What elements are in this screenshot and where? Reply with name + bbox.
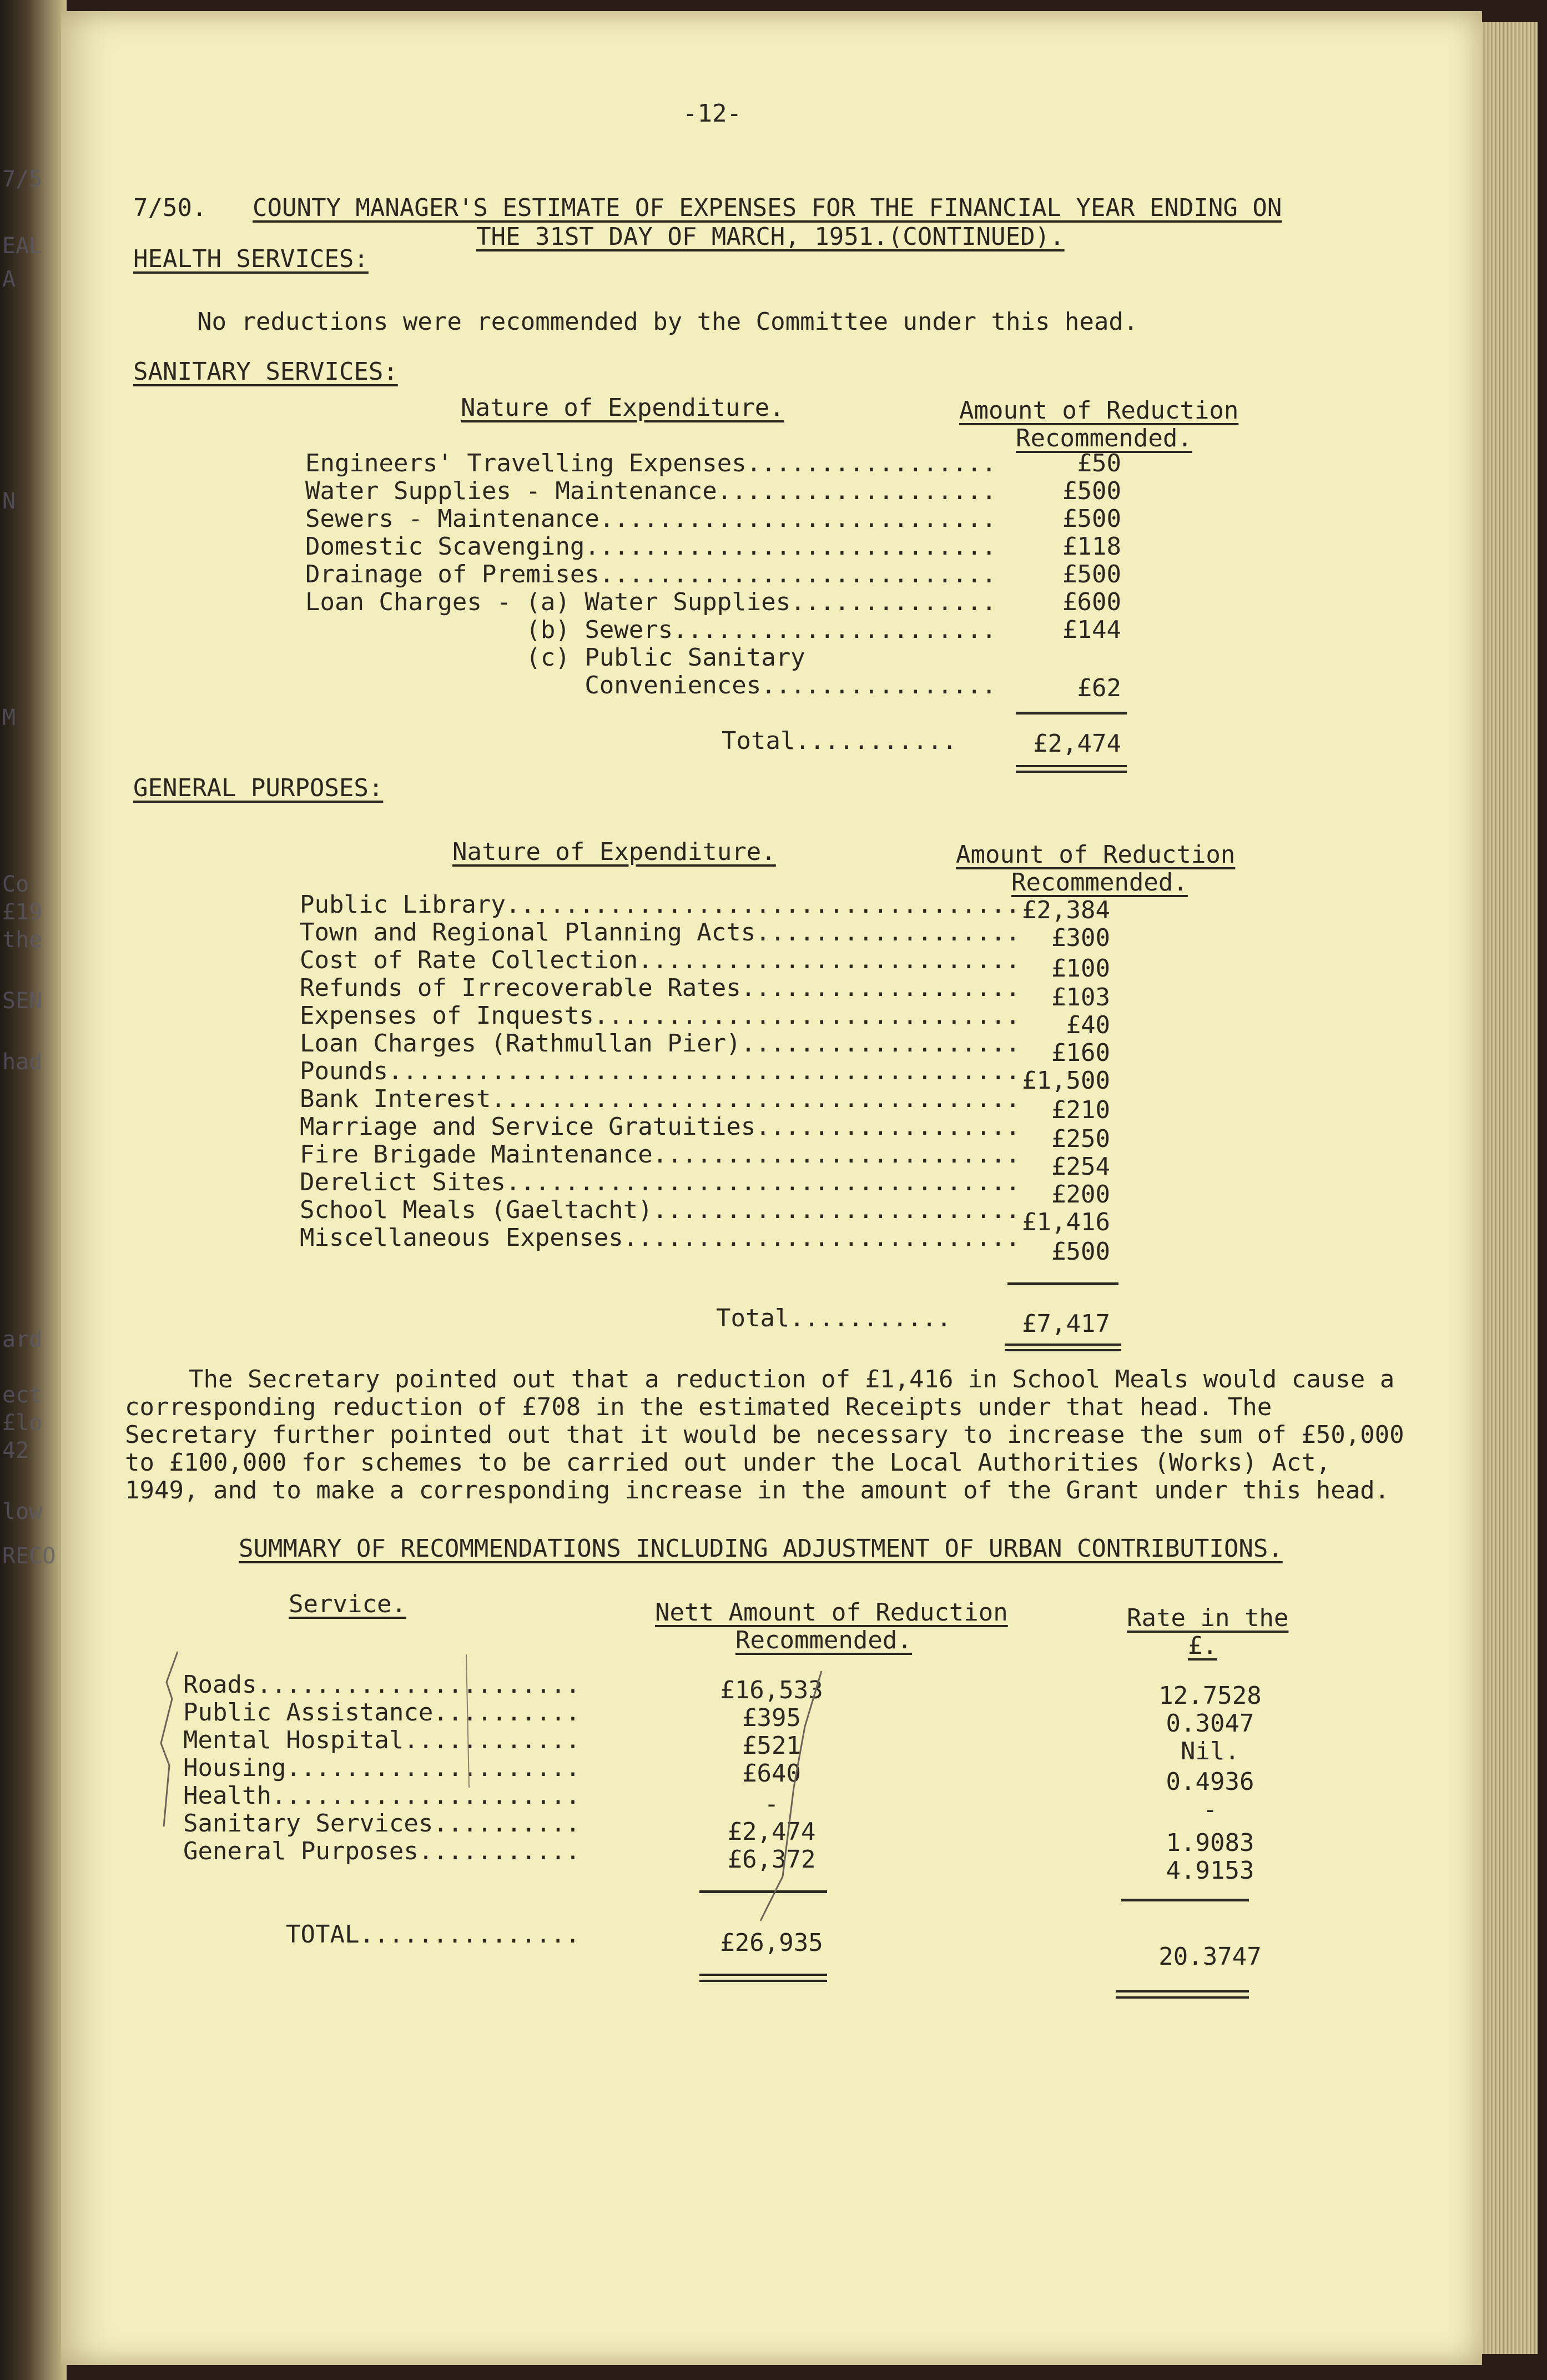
summary-nett-header: Nett Amount of Reduction [655,1598,1008,1627]
sanitary-total-label: Total........... [722,727,957,755]
general-row-label: Bank Interest.................................... [300,1085,1021,1113]
pencil-vertical-mark [466,1654,469,1788]
heading-title-line1: COUNTY MANAGER'S ESTIMATE OF EXPENSES FOR THE FINANCIAL YEAR ENDING ON [253,194,1282,222]
general-total-amount: £7,417 [1022,1310,1110,1338]
general-row-amount: £200 [1051,1180,1110,1209]
general-row-amount: £103 [1051,983,1110,1012]
general-row-amount: £2,384 [1022,896,1110,924]
summary-row-label: Roads...................... [183,1670,581,1699]
document-page [61,11,1482,2365]
margin-fragment: M [2,705,16,731]
summary-row-label: Mental Hospital............ [183,1726,581,1754]
margin-fragment: £lo [2,1410,43,1436]
sanitary-row-label: Domestic Scavenging............................ [305,532,997,561]
general-row-label: School Meals (Gaeltacht)......................... [300,1196,1021,1224]
pencil-bracket-mark [161,1652,178,1826]
general-row-label: Loan Charges (Rathmullan Pier)................... [300,1029,1021,1058]
general-row-amount: £1,500 [1022,1066,1110,1095]
general-row-label: Refunds of Irrecoverable Rates................... [300,974,1021,1002]
margin-fragment: the [2,927,43,953]
general-row-label: Expenses of Inquests............................. [300,1002,1021,1030]
summary-row-amount: £16,533 [720,1676,823,1704]
sanitary-row-label: Conveniences................ [305,671,997,700]
sanitary-row-amount: £118 [1062,532,1121,561]
margin-fragment: £19 [2,899,43,925]
general-total-label: Total........... [716,1304,951,1332]
sanitary-row-label: (b) Sewers...................... [305,616,997,644]
sanitary-row-label: Sewers - Maintenance........................... [305,505,997,533]
health-services-text: No reductions were recommended by the Committee under this head. [197,308,1138,336]
general-amount-header: Amount of Reduction [956,841,1236,869]
margin-fragment: had [2,1049,43,1075]
sanitary-row-amount: £500 [1062,477,1121,505]
general-row-label: Marriage and Service Gratuities.................. [300,1113,1021,1141]
general-row-amount: £160 [1051,1039,1110,1067]
summary-row-amount: £6,372 [727,1845,816,1874]
general-amount-header-2: Recommended. [1011,868,1188,897]
sanitary-total-amount: £2,474 [1033,729,1121,758]
general-row-amount: £1,416 [1022,1208,1110,1236]
margin-fragment: SEN [2,988,43,1014]
summary-row-label: General Purposes........... [183,1837,581,1865]
general-row-label: Town and Regional Planning Acts.................. [300,918,1021,947]
summary-row-amount: £2,474 [727,1818,816,1846]
general-row-amount: £100 [1051,954,1110,983]
margin-fragment: ect [2,1382,43,1408]
page-number: -12- [683,99,742,128]
margin-fragment: 7/5 [2,167,43,192]
margin-fragment: 42 [2,1438,29,1463]
sanitary-row-label: Drainage of Premises........................... [305,560,997,588]
summary-row-rate: 0.3047 [1166,1709,1254,1738]
summary-row-label: Health..................... [183,1782,581,1810]
pencil-marks [61,11,1482,2365]
summary-service-header: Service. [289,1590,406,1618]
general-row-amount: £40 [1066,1011,1110,1039]
summary-row-rate: 1.9083 [1166,1829,1254,1857]
sanitary-row-label: (c) Public Sanitary [305,643,805,672]
margin-fragment: low [2,1499,43,1524]
general-row-label: Public Library................................... [300,890,1021,919]
sanitary-row-amount: £600 [1062,588,1121,616]
summary-row-amount: £521 [742,1732,801,1760]
margin-fragment: EAL [2,233,43,259]
general-row-amount: £254 [1051,1153,1110,1181]
margin-fragment: ard [2,1327,43,1352]
general-row-amount: £250 [1051,1125,1110,1153]
sanitary-amount-header: Amount of Reduction [959,396,1239,425]
sanitary-row-amount: £62 [1077,674,1121,702]
sanitary-nature-header: Nature of Expenditure. [461,394,784,422]
summary-row-label: Sanitary Services.......... [183,1809,581,1838]
general-row-amount: £500 [1051,1237,1110,1266]
heading-title-line2: THE 31ST DAY OF MARCH, 1951.(CONTINUED). [476,223,1065,251]
summary-rate-header-2: £. [1188,1632,1217,1660]
sanitary-row-amount: £144 [1062,616,1121,644]
sanitary-row-label: Engineers' Travelling Expenses................. [305,449,997,477]
health-services-heading: HEALTH SERVICES: [133,245,369,273]
general-row-amount: £210 [1051,1096,1110,1124]
secretary-note: The Secretary pointed out that a reduction of £1,416 in School Meals would cause a corresponding reduction of £708 in the estimated Receipts under that head. The Secretary further pointed out that it would be necessary to increase the sum of £50,000 to £100,000 for schemes to be carried out under the Local Authorities (Works) Act, 1949, and to make a corresponding increase in the amount of the Grant under this head. [125,1365,1404,1505]
summary-total-amount: £26,935 [720,1929,823,1957]
summary-rate-header: Rate in the [1127,1604,1289,1632]
general-purposes-heading: GENERAL PURPOSES: [133,774,384,802]
summary-row-amount: £640 [742,1759,801,1788]
summary-row-rate: - [1202,1795,1218,1824]
summary-row-amount: £395 [742,1704,801,1732]
margin-fragment: Co [2,872,29,897]
general-row-label: Derelict Sites................................... [300,1168,1021,1196]
general-nature-header: Nature of Expenditure. [452,838,776,866]
sanitary-row-amount: £500 [1062,560,1121,588]
summary-row-amount: - [764,1790,779,1818]
summary-row-rate: 12.7528 [1158,1682,1262,1710]
sanitary-row-amount: £50 [1077,449,1121,477]
summary-total-rate: 20.3747 [1158,1943,1262,1971]
pencil-slash-mark [760,1671,822,1921]
sanitary-amount-header-2: Recommended. [1016,424,1192,452]
sanitary-row-label: Loan Charges - (a) Water Supplies.............. [305,588,997,616]
minute-reference: 7/50. [133,194,207,222]
margin-fragment: N [2,489,16,514]
general-row-label: Fire Brigade Maintenance......................... [300,1140,1021,1169]
margin-fragment: RECO [2,1543,56,1569]
summary-heading: SUMMARY OF RECOMMENDATIONS INCLUDING ADJUSTMENT OF URBAN CONTRIBUTIONS. [239,1534,1283,1563]
sanitary-services-heading: SANITARY SERVICES: [133,358,398,386]
general-row-label: Pounds........................................... [300,1057,1021,1085]
sanitary-row-amount: £500 [1062,505,1121,533]
margin-fragment: A [2,266,16,292]
general-row-label: Miscellaneous Expenses........................... [300,1224,1021,1252]
general-row-amount: £300 [1051,924,1110,952]
summary-total-label: TOTAL............... [286,1920,580,1949]
page-edge-stack [1477,22,1538,2354]
summary-row-label: Public Assistance.......... [183,1698,581,1727]
summary-row-rate: 0.4936 [1166,1768,1254,1796]
summary-row-rate: 4.9153 [1166,1856,1254,1885]
summary-nett-header-2: Recommended. [735,1626,912,1654]
general-row-label: Cost of Rate Collection.......................... [300,946,1021,974]
summary-row-rate: Nil. [1181,1737,1239,1765]
sanitary-row-label: Water Supplies - Maintenance................... [305,477,997,505]
summary-row-label: Housing.................... [183,1754,581,1782]
previous-page-fragments [0,0,67,2380]
